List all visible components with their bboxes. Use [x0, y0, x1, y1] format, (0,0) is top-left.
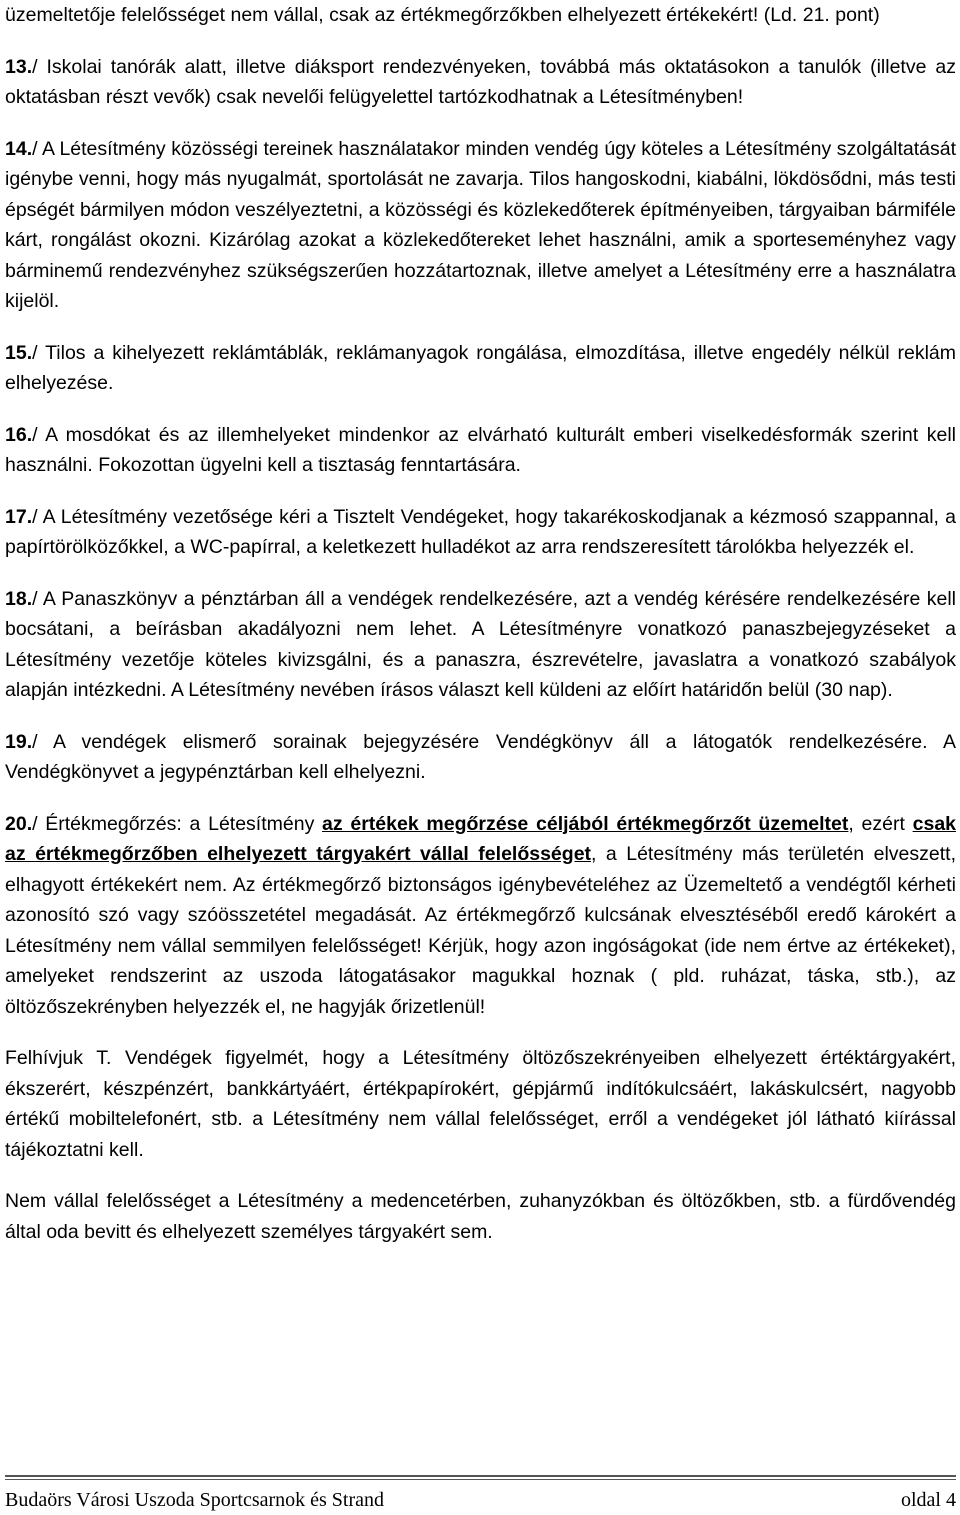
paragraph-text: / Értékmegőrzés: a Létesítmény [32, 812, 323, 835]
paragraph-text: , ezért [848, 812, 913, 835]
paragraph-text: / A vendégek elismerő sorainak bejegyzésére Vendégkönyv áll a látogatók rendelkezésére. A Vendégkönyvet a jegypénztárban kell elhelyezni. [5, 730, 956, 783]
paragraph-nem-vallal: Nem vállal felelősséget a Létesítmény a medencetérben, zuhanyzókban és öltözőkben, stb. a fürdővendég által oda bevitt és elhelyezett személyes tárgyakért sem. [5, 1190, 956, 1243]
paragraph-12-continuation: üzemeltetője felelősséget nem vállal, csak az értékmegőrzőkben elhelyezett értékekért! (Ld. 21. pont) [5, 4, 880, 26]
paragraph-number: 18. [5, 587, 33, 610]
paragraph-number: 14. [5, 137, 33, 160]
paragraph-text: / Iskolai tanórák alatt, illetve diáksport rendezvényeken, továbbá más oktatásokon a tanulók (illetve az oktatásban részt vevők) csak nevelői felügyelettel tartózkodhatnak a Létesítményben! [5, 55, 956, 108]
paragraph-15 [5, 338, 956, 399]
footer-divider-thin [5, 1479, 956, 1480]
document-body [5, 0, 956, 1268]
footer-title: Budaörs Városi Uszoda Sportcsarnok és Strand [5, 1489, 385, 1511]
page-number: oldal 4 [901, 1489, 956, 1511]
paragraph-number: 19. [5, 730, 33, 753]
underlined-emphasis: az értékek megőrzése céljából értékmegőrzőt üzemeltet [322, 812, 849, 835]
underlined-emphasis: csak az értékmegőrzőben elhelyezett tárgyakért vállal felelősséget [5, 812, 957, 865]
paragraph-felhivjuk: Felhívjuk T. Vendégek figyelmét, hogy a Létesítmény öltözőszekrényeiben elhelyezett értéktárgyakért, ékszerért, készpénzért, bankkártyáért, értékpapírokért, gépjármű indítókulcsáért, lakáskulcsért, nagyobb értékű mobiltelefonért, stb. a Létesítmény nem vállal felelősséget, erről a vendégeket jól látható kiírással tájékoztatni kell. [5, 1047, 956, 1161]
paragraph-text: / A Létesítmény vezetősége kéri a Tisztelt Vendégeket, hogy takarékoskodjanak a kézmosó szappannal, a papírtörölközőkkel, a WC-papírral, a keletkezett hulladékot az arra rendszeresített tárolókba helyezzék el. [5, 505, 956, 558]
paragraph-13 [5, 52, 956, 113]
paragraph-18 [5, 584, 956, 706]
paragraph-text: / A Létesítmény közösségi tereinek használatakor minden vendég úgy köteles a Létesítmény szolgáltatását igénybe venni, hogy más nyugalmát, sportolását ne zavarja. Tilos hangoskodni, kiabálni, lökdösődni, más testi épségét bármilyen módon veszélyeztetni, a közösségi és közlekedőterek építményeiben, tárgyaiban bármiféle kárt, rongálást okozni. Kizárólag azokat a közlekedőtereket lehet használni, amik a sporteseményhez vagy bárminemű rendezvényhez szükségszerűen hozzátartoznak, illetve amelyet a Létesítmény erre a használatra kijelöl. [5, 137, 956, 312]
paragraph-number: 20. [5, 812, 33, 835]
paragraph-text: / A Panaszkönyv a pénztárban áll a vendégek rendelkezésére, azt a vendég kérésére rendelkezésére kell bocsátani, a beírásban akadályozni nem lehet. A Létesítményre vonatkozó panaszbejegyzéseket a Létesítmény vezetője köteles kivizsgálni, és a panaszra, észrevételre, javaslatra a vonatkozó szabályok alapján intézkedni. A Létesítmény nevében írásos választ kell küldeni az előírt határidőn belül (30 nap). [5, 587, 956, 701]
paragraph-text: , a Létesítmény más területén elveszett, elhagyott értékekért nem. Az értékmegőrző biztonságos igénybevételéhez az Üzemeltető a vendégtől kérheti azonosító szó vagy szóösszetétel megadását. Az értékmegőrző kulcsának elvesztéséből eredő károkért a Létesítmény nem vállal semmilyen felelősséget! Kérjük, hogy azon ingóságokat (ide nem értve az értékeket), amelyeket rendszerint az uszoda látogatásakor magukkal hoznak ( pld. ruházat, táska, stb.), az öltözőszekrényben helyezzék el, ne hagyják őrizetlenül! [5, 843, 956, 1018]
paragraph-number: 17. [5, 505, 33, 528]
paragraph-17 [5, 502, 956, 563]
paragraph-number: 13. [5, 55, 33, 78]
paragraph-text: / A mosdókat és az illemhelyeket mindenkor az elvárható kulturált emberi viselkedésformák szerint kell használni. Fokozottan ügyelni kell a tisztaság fenntartására. [5, 423, 956, 476]
paragraph-19 [5, 727, 956, 788]
paragraph-20 [5, 809, 956, 1023]
paragraph-14 [5, 134, 956, 317]
paragraph-text: / Tilos a kihelyezett reklámtáblák, reklámanyagok rongálása, elmozdítása, illetve engedély nélkül reklám elhelyezése. [5, 341, 956, 394]
paragraph-number: 15. [5, 341, 33, 364]
paragraph-16 [5, 420, 956, 481]
footer-divider [5, 1475, 956, 1477]
page-footer [5, 1488, 956, 1512]
paragraph-number: 16. [5, 423, 33, 446]
